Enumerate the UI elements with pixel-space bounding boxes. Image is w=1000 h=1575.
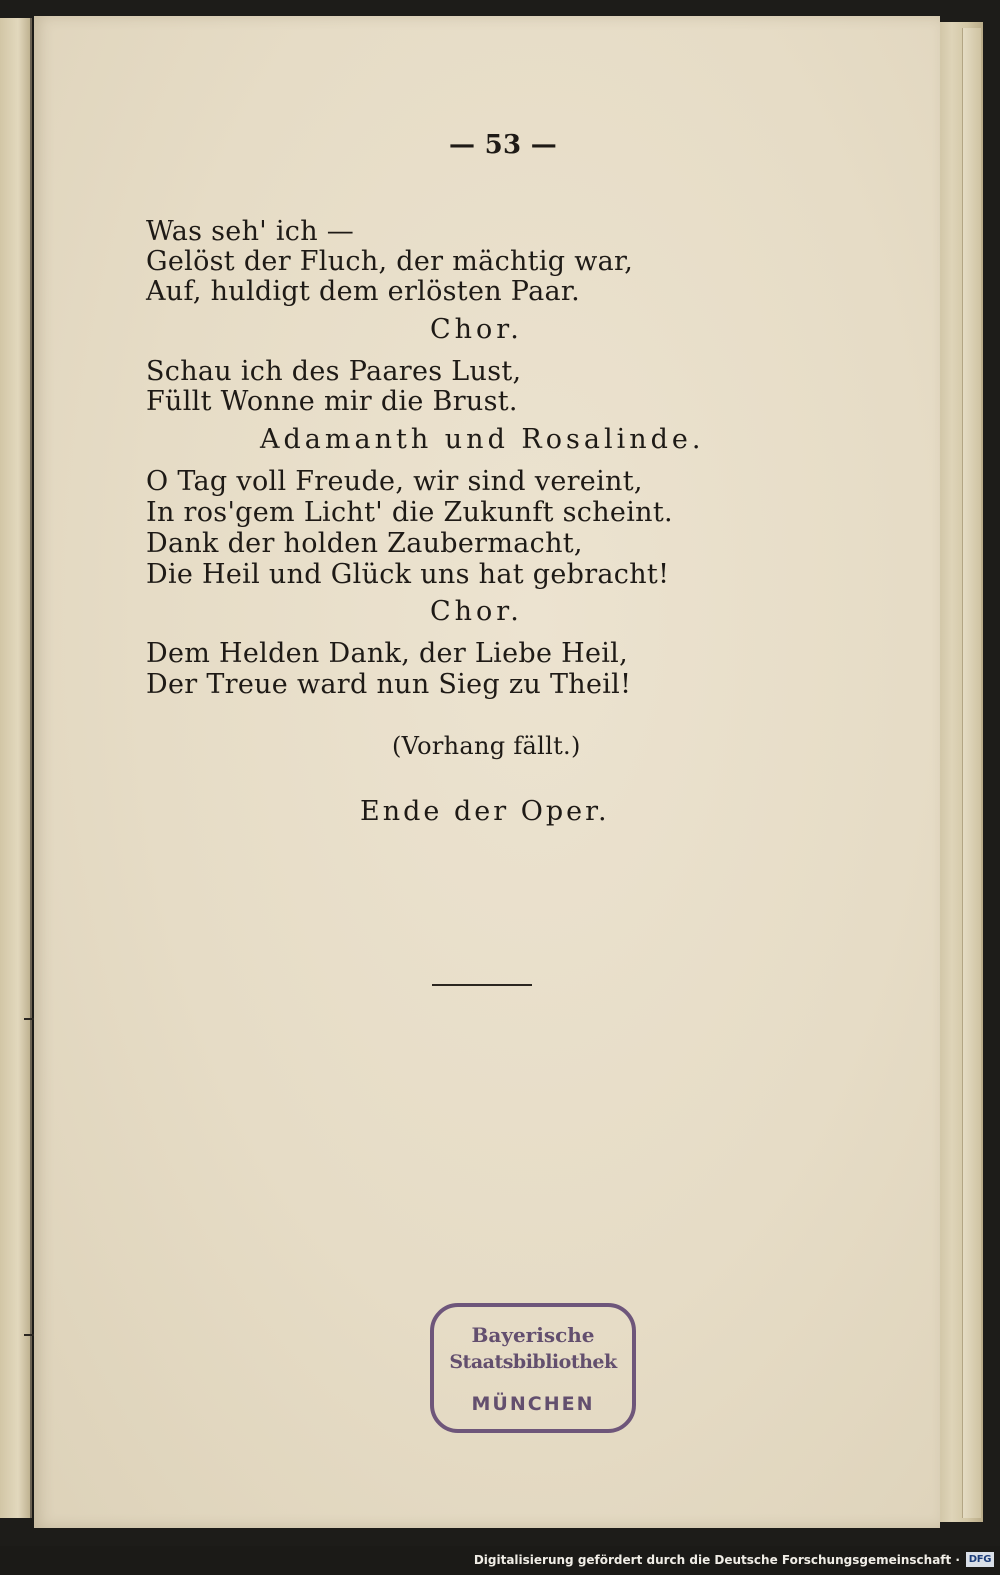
page-number: — 53 — <box>448 130 558 160</box>
verse-line: Gelöst der Fluch, der mächtig war, <box>146 246 634 277</box>
verse-line: Dank der holden Zaubermacht, <box>146 528 583 559</box>
funding-credit: Digitalisierung gefördert durch die Deutsche Forschungsgemeinschaft · <box>473 1553 960 1567</box>
verse-line: Der Treue ward nun Sieg zu Theil! <box>146 669 632 700</box>
stamp-line: MÜNCHEN <box>471 1393 595 1415</box>
verse-line: Was seh' ich — <box>146 216 355 247</box>
verse-line: Füllt Wonne mir die Brust. <box>146 386 518 417</box>
verse-line: Schau ich des Paares Lust, <box>146 356 522 387</box>
verse-line: O Tag voll Freude, wir sind vereint, <box>146 466 643 497</box>
stamp-line: Staatsbibliothek <box>449 1351 617 1373</box>
digitization-footer <box>0 1546 1000 1575</box>
stamp-line: Bayerische <box>471 1323 595 1347</box>
facing-page-edge <box>0 18 32 1518</box>
verse-line: Auf, huldigt dem erlösten Paar. <box>146 276 580 307</box>
closing-rule <box>432 984 532 986</box>
dfg-logo-icon: DFG <box>966 1552 994 1567</box>
speaker-heading-chor: Chor. <box>430 314 523 345</box>
book-page <box>34 16 940 1528</box>
speaker-heading-adamanth-rosalinde: Adamanth und Rosalinde. <box>260 424 705 455</box>
page-stack-edge-outer <box>962 28 981 1518</box>
verse-line: In ros'gem Licht' die Zukunft scheint. <box>146 497 673 528</box>
verse-line: Dem Helden Dank, der Liebe Heil, <box>146 638 628 669</box>
end-of-opera: Ende der Oper. <box>360 796 610 827</box>
speaker-heading-chor: Chor. <box>430 596 523 627</box>
verse-line: Die Heil und Glück uns hat gebracht! <box>146 559 670 590</box>
stage-direction: (Vorhang fällt.) <box>392 732 581 760</box>
library-stamp <box>430 1303 636 1433</box>
